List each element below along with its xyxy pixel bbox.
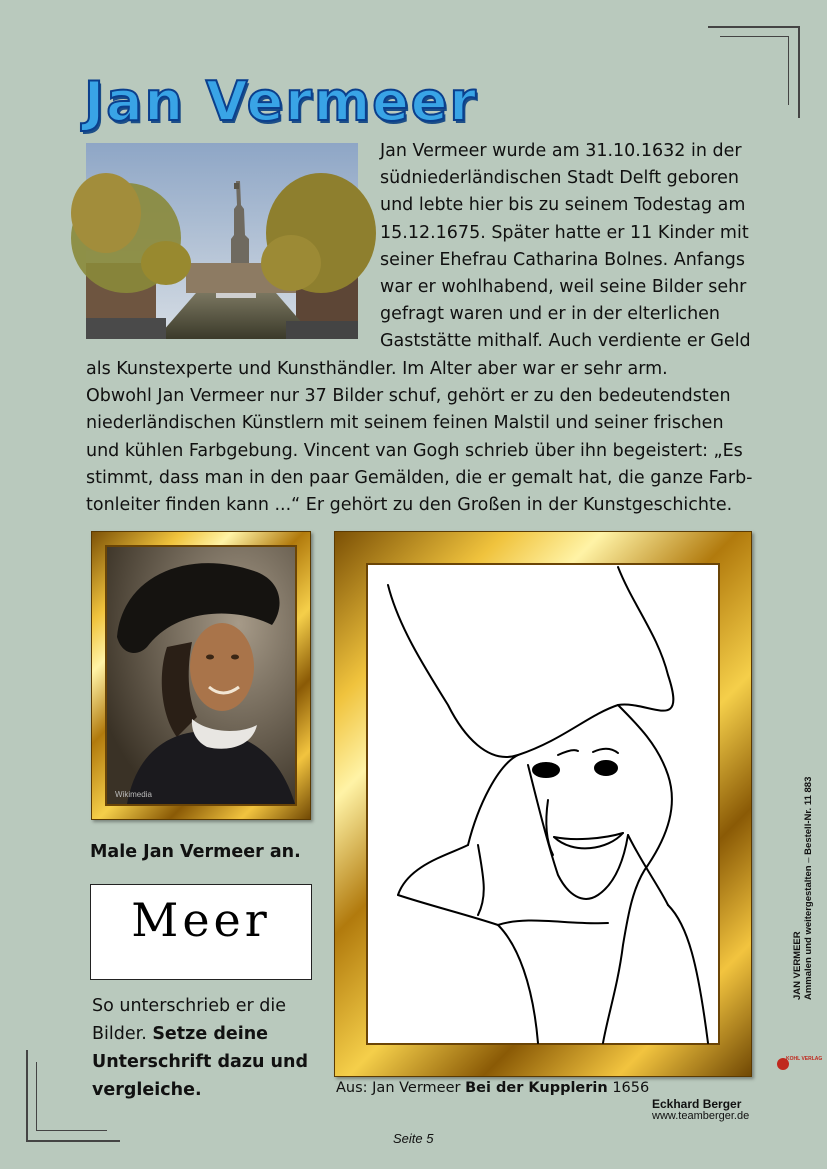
publisher-name: KOHL VERLAG	[786, 1056, 823, 1062]
page-title: Jan Vermeer	[84, 70, 479, 133]
signature-box	[90, 884, 312, 980]
delft-photo	[86, 143, 358, 339]
coloring-drawing[interactable]	[368, 565, 718, 1043]
coloring-task: Male Jan Vermeer an.	[90, 842, 301, 862]
signature-instruction	[92, 992, 308, 1104]
author-website: www.teamberger.de	[652, 1110, 750, 1122]
intro-line: seiner Ehefrau Catharina Bolnes. Anfangs	[380, 249, 746, 270]
body-line: niederländischen Künstlern mit seinem feinen Malstil und seiner frischen	[86, 413, 724, 434]
body-line: als Kunstexperte und Kunsthändler. Im Alter aber war er sehr arm.	[86, 359, 668, 379]
page-number: Seite 5	[393, 1131, 434, 1146]
portrait-credit: Wikimedia	[115, 790, 152, 799]
author-name: Eckhard Berger	[652, 1097, 742, 1111]
intro-paragraph	[380, 138, 751, 356]
vermeer-signature: Meer	[131, 893, 271, 947]
sidebar-title-text: JAN VERMEER	[792, 931, 803, 1000]
intro-line: Gaststätte mithalf. Auch verdiente er Geld	[380, 331, 751, 352]
intro-line: und lebte hier bis zu seinem Todestag am	[380, 195, 746, 216]
drawing-caption	[336, 1080, 649, 1096]
corner-ornament-top-right-inner	[720, 36, 789, 105]
sidebar-subtitle: Ammalen und weitergestalten	[803, 865, 814, 1000]
signature-note-line	[92, 1048, 308, 1076]
signature-note-line	[92, 1076, 308, 1104]
sidebar-order: Bestell-Nr. 11 883	[803, 776, 814, 855]
portrait-frame	[91, 531, 311, 820]
sidebar-title	[792, 777, 803, 1000]
body-paragraph	[86, 356, 753, 519]
intro-line: 15.12.1675. Später hatte er 11 Kinder mit	[380, 222, 749, 243]
caption-prefix: Aus: Jan Vermeer	[336, 1080, 466, 1096]
caption-year: 1656	[607, 1080, 650, 1096]
intro-line: südniederländischen Stadt Delft geboren	[380, 168, 739, 189]
caption-work: Bei der Kupplerin	[465, 1080, 608, 1096]
drawing-frame	[334, 531, 752, 1077]
portrait-painting	[107, 547, 295, 804]
note-bold: vergleiche.	[92, 1080, 202, 1100]
intro-line: Jan Vermeer wurde am 31.10.1632 in der	[380, 141, 742, 161]
publisher-logo	[773, 1046, 823, 1074]
sidebar-subtitle-line	[803, 777, 814, 1000]
sidebar-info	[792, 777, 814, 1000]
intro-line: gefragt waren und er in der elterlichen	[380, 304, 721, 325]
body-line: stimmt, dass man in den paar Gemälden, die er gemalt hat, die ganze Farb-	[86, 467, 753, 488]
body-line: tonleiter finden kann ...“ Er gehört zu den Großen in der Kunstgeschichte.	[86, 495, 733, 516]
note-bold: Setze deine	[152, 1024, 269, 1044]
signature-note-line: So unterschrieb er die	[92, 996, 286, 1016]
body-line: Obwohl Jan Vermeer nur 37 Bilder schuf, gehört er zu den bedeutendsten	[86, 386, 731, 407]
body-line: und kühlen Farbgebung. Vincent van Gogh schrieb über ihn begeistert: „Es	[86, 440, 743, 461]
note-plain: Bilder.	[92, 1024, 153, 1044]
sidebar-separator: –	[803, 854, 814, 866]
intro-line: war er wohlhabend, weil seine Bilder sehr	[380, 277, 747, 298]
note-bold: Unterschrift dazu und	[92, 1052, 308, 1072]
signature-note-line	[92, 1020, 308, 1048]
